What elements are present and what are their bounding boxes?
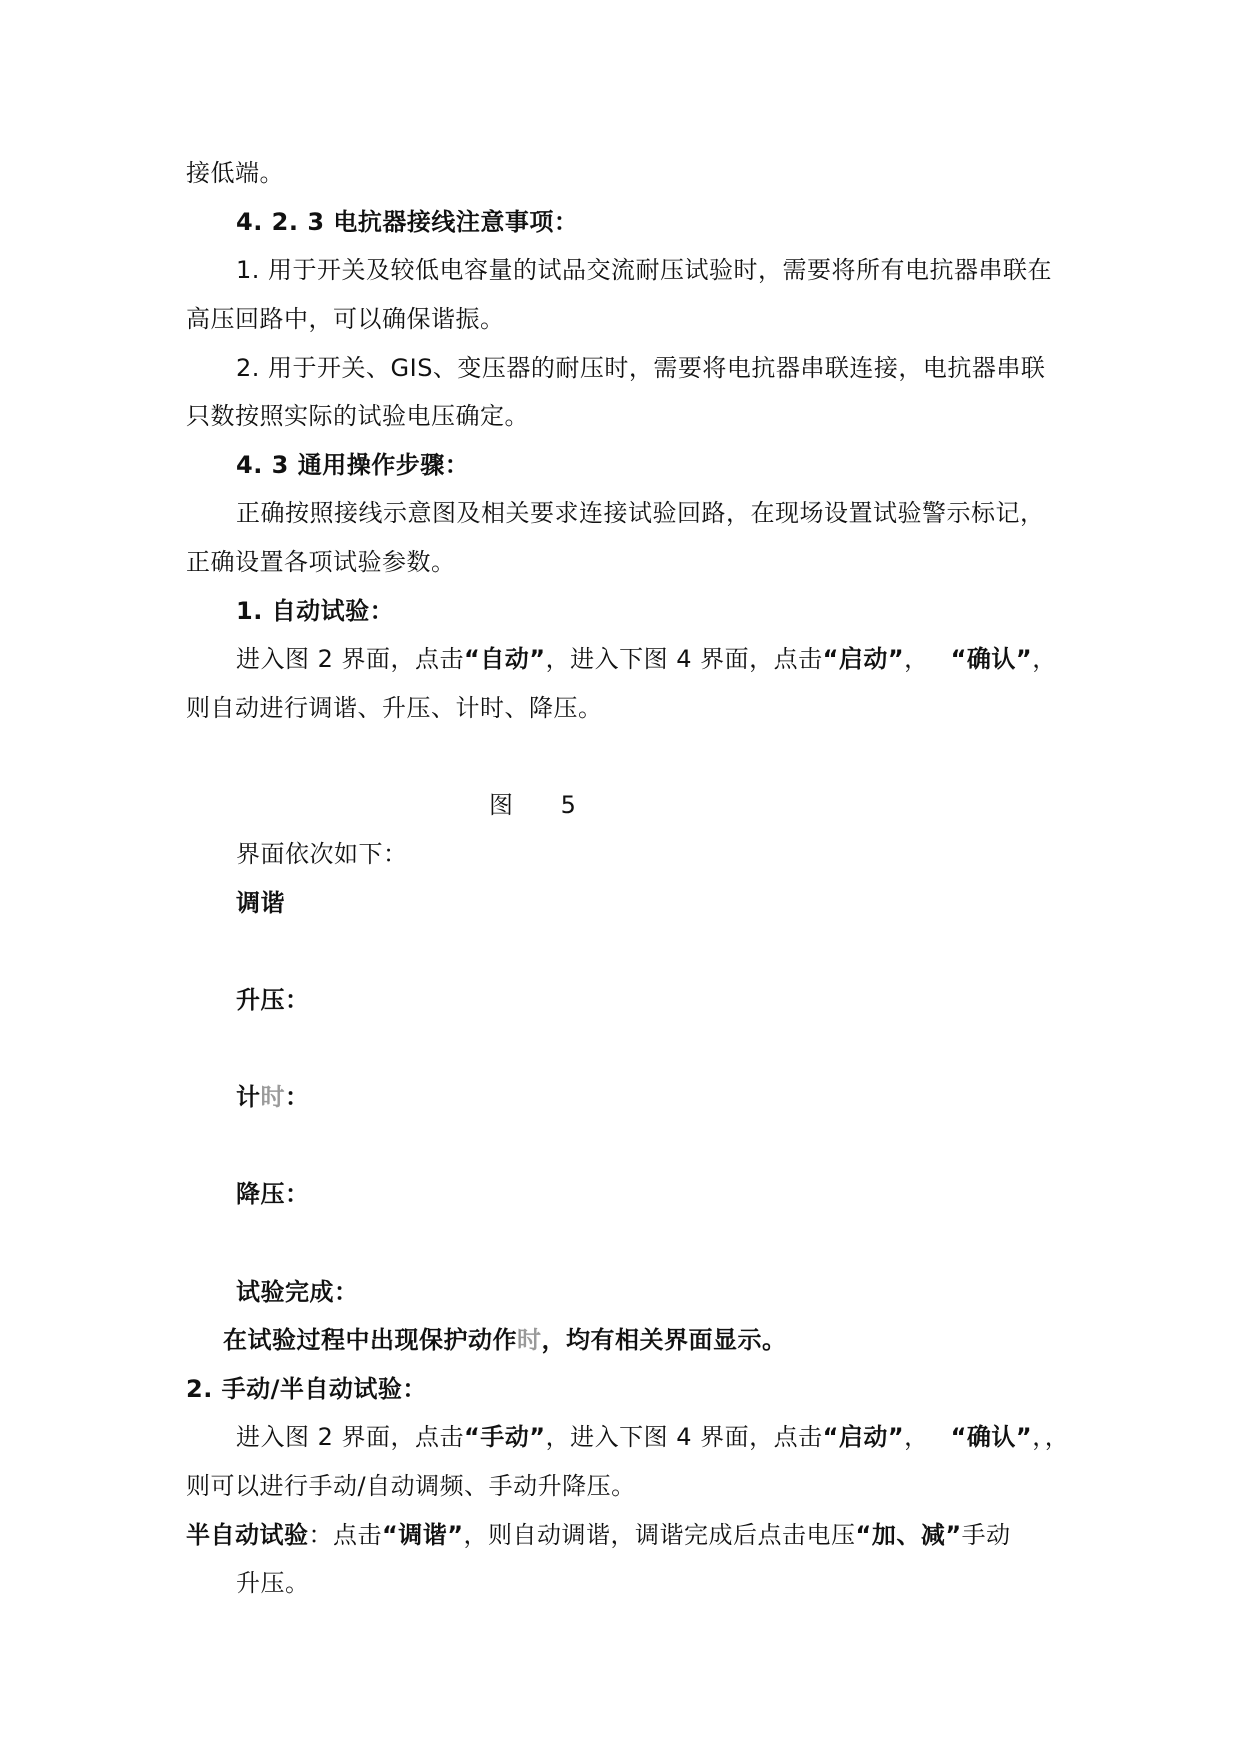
text-span: 计 [236, 1083, 261, 1111]
paragraph-3-line-1: 正确按照接线示意图及相关要求连接试验回路，在现场设置试验警示标记， [236, 499, 1045, 527]
figure-caption: 图 5 [489, 791, 596, 819]
text-span: ，则自动调谐，调谐完成后点击电压 [463, 1521, 856, 1549]
text-span: ，进入下图 4 界面，点击 [545, 645, 823, 673]
quoted-term-manual: “手动” [464, 1423, 546, 1451]
text-span: 手动 [961, 1521, 1011, 1549]
text-span: 在试验过程中出现保护动作 [223, 1326, 517, 1354]
subheading-manual-test: 2. 手动/半自动试验： [186, 1375, 427, 1403]
text-span: ， [904, 645, 929, 673]
paragraph-3-line-2: 正确设置各项试验参数。 [186, 548, 456, 576]
semi-auto-line-1 [186, 1518, 1011, 1552]
quoted-term-confirm: “确认” [950, 645, 1033, 673]
text-span: 进入图 2 界面，点击 [236, 645, 465, 673]
text-span: ，， [1032, 1423, 1070, 1451]
text-span: 进入图 2 界面，点击 [236, 1423, 465, 1451]
text-span: ， [904, 1423, 929, 1451]
text-span: ： [285, 1083, 310, 1111]
paragraph-1-line-1: 1. 用于开关及较低电容量的试品交流耐压试验时，需要将所有电抗器串联在 [236, 256, 1053, 284]
paragraph-2-line-2: 只数按照实际的试验电压确定。 [186, 402, 529, 430]
protection-note [223, 1323, 787, 1357]
section-heading-4-3: 4. 3 通用操作步骤： [236, 451, 470, 479]
sequence-item-timing [236, 1080, 310, 1114]
subheading-auto-test: 1. 自动试验： [236, 597, 395, 625]
text-line: 接低端。 [186, 159, 284, 187]
quoted-term-start: “启动” [822, 645, 905, 673]
quoted-term-plus-minus: “加、减” [855, 1521, 962, 1549]
quoted-term-start: “启动” [822, 1423, 905, 1451]
text-span: ，均有相关界面显示。 [541, 1326, 787, 1354]
section-heading-4-2-3: 4. 2. 3 电抗器接线注意事项： [236, 208, 579, 236]
text-span: ， [1032, 645, 1057, 673]
quoted-term-confirm: “确认” [950, 1423, 1033, 1451]
sequence-item-complete: 试验完成： [236, 1278, 359, 1306]
text-span: ：点击 [308, 1521, 382, 1549]
text-span: 时 [260, 1083, 285, 1111]
sequence-intro: 界面依次如下： [236, 840, 408, 868]
text-span: 时 [517, 1326, 542, 1354]
sequence-item-tuning: 调谐 [236, 889, 285, 917]
paragraph-1-line-2: 高压回路中，可以确保谐振。 [186, 305, 505, 333]
semi-auto-line-2: 升压。 [236, 1569, 310, 1597]
quoted-term-auto: “自动” [464, 645, 546, 673]
paragraph-2-line-1: 2. 用于开关、GIS、变压器的耐压时，需要将电抗器串联连接，电抗器串联 [236, 354, 1046, 382]
sequence-item-lower: 降压： [236, 1180, 310, 1208]
auto-steps-line-1 [236, 642, 1057, 676]
manual-steps-line-1 [236, 1420, 1069, 1454]
text-span: ，进入下图 4 界面，点击 [545, 1423, 823, 1451]
quoted-term-tuning: “调谐” [382, 1521, 464, 1549]
auto-steps-line-2: 则自动进行调谐、升压、计时、降压。 [186, 694, 603, 722]
semi-auto-label: 半自动试验 [186, 1521, 309, 1549]
manual-steps-line-2: 则可以进行手动/自动调频、手动升降压。 [186, 1472, 636, 1500]
sequence-item-boost: 升压： [236, 986, 310, 1014]
